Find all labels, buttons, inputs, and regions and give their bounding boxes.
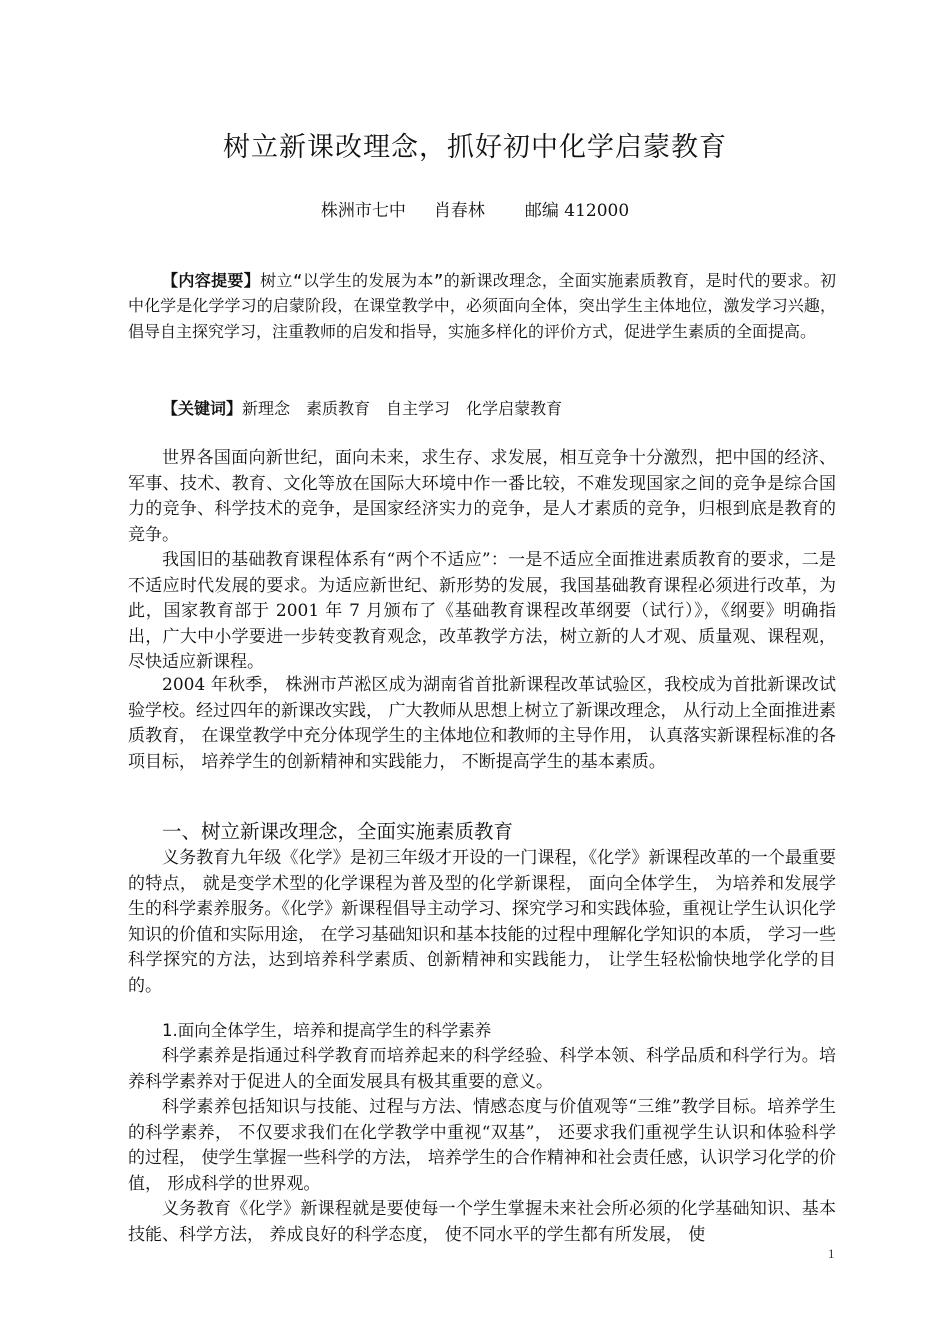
- author-name: 肖春林: [433, 201, 485, 221]
- intro-paragraph-1: 世界各国面向新世纪，面向未来，求生存、求发展，相互竞争十分激烈，把中国的经济、军事、技术、教育、文化等放在国际大环境中作一番比较，不难发现国家之间的竞争是综合国力的竞争、科学技术的竞争，是国家经济实力的竞争，是人才素质的竞争，归根到底是教育的竞争。: [128, 448, 836, 545]
- subsection-1-paragraph-2: 科学素养包括知识与技能、过程与方法、情感态度与价值观等“三维”教学目标。培养学生的科学素养， 不仅要求我们在化学教学中重视“双基”， 还要求我们重视学生认识和体验科学的过程， 使学生掌握一些科学的方法， 培养学生的合作精神和社会责任感，认识学习化学的价值， 形成科学的世界观。: [128, 1097, 836, 1194]
- subsection-1-paragraph-3: 义务教育《化学》新课程就是要使每一个学生掌握未来社会所必须的化学基础知识、基本技能、科学方法， 养成良好的科学态度， 使不同水平的学生都有所发展， 使: [128, 1199, 836, 1245]
- keywords: [128, 396, 836, 422]
- page-number: 1: [828, 1246, 835, 1261]
- intro-paragraph-2: 我国旧的基础教育课程体系有“两个不适应”：一是不适应全面推进素质教育的要求，二是不适应时代发展的要求。为适应新世纪、新形势的发展，我国基础教育课程必须进行改革，为此，国家教育部于 2001 年 7 月颁布了《基础教育课程改革纲要（试行）》，《纲要》明确指出，广大中小学要进一步转变教育观念，改革教学方法，树立新的人才观、质量观、课程观，尽快适应新课程。: [128, 550, 836, 673]
- intro-paragraph-3: 2004 年秋季， 株洲市芦淞区成为湖南省首批新课程改革试验区，我校成为首批新课改试验学校。经过四年的新课改实践， 广大教师从思想上树立了新课改理念， 从行动上全面推进素质教育， 在课堂教学中充分体现学生的主体地位和教师的主导作用， 认真落实新课程标准的各项目标， 培养学生的创新精神和实践能力， 不断提高学生的基本素质。: [128, 675, 836, 772]
- author-line: [0, 198, 950, 224]
- subsection-1-paragraph-1: 科学素养是指通过科学教育而培养起来的科学经验、科学本领、科学品质和科学行为。培养科学素养对于促进人的全面发展具有极其重要的意义。: [128, 1046, 836, 1092]
- author-school: 株洲市七中: [320, 201, 406, 221]
- abstract-label: 【内容提要】: [162, 271, 261, 290]
- section-1-paragraph: 义务教育九年级《化学》是初三年级才开设的一门课程，《化学》新课程改革的一个最重要的特点， 就是变学术型的化学课程为普及型的化学新课程， 面向全体学生， 为培养和发展学生的科学素养服务。《化学》新课程倡导主动学习、探究学习和实践体验，重视让学生认识化学知识的价值和实际用途， 在学习基础知识和基本技能的过程中理解化学知识的本质， 学习一些科学探究的方法，达到培养科学素质、创新精神和实践能力， 让学生轻松愉快地学化学的目的。: [128, 848, 836, 996]
- keyword-item: 素质教育: [306, 399, 371, 418]
- document-title: 树立新课改理念，抓好初中化学启蒙教育: [223, 132, 727, 163]
- author-postcode: 邮编 412000: [524, 201, 630, 221]
- keywords-label: 【关键词】: [162, 399, 243, 418]
- abstract-text: 树立“以学生的发展为本”的新课改理念，全面实施素质教育，是时代的要求。初中化学是化学学习的启蒙阶段，在课堂教学中，必须面向全体，突出学生主体地位，激发学习兴趣，倡导自主探究学习，注重教师的启发和指导，实施多样化的评价方式，促进学生素质的全面提高。: [128, 271, 836, 341]
- keyword-item: 化学启蒙教育: [466, 399, 563, 418]
- keyword-item: 自主学习: [386, 399, 451, 418]
- section-heading-1: 一、树立新课改理念，全面实施素质教育: [162, 820, 514, 843]
- keyword-item: 新理念: [242, 399, 291, 418]
- subsection-heading-1: 1.面向全体学生，培养和提高学生的科学素养: [162, 1021, 492, 1040]
- abstract: [128, 268, 836, 344]
